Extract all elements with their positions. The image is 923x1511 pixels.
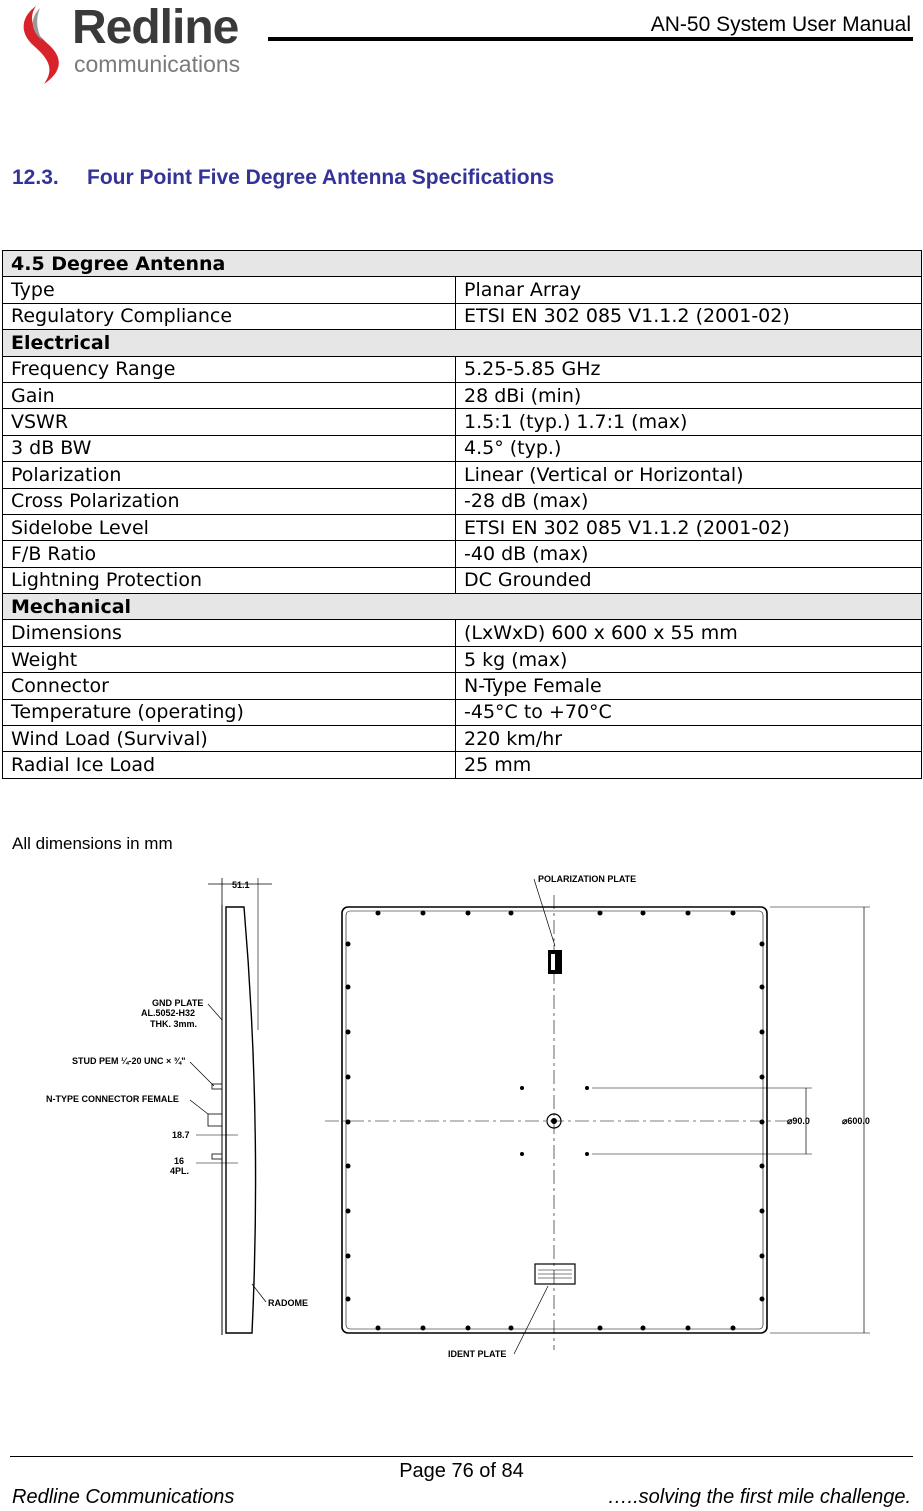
row-value: 5.25-5.85 GHz — [456, 356, 922, 382]
table-row — [3, 752, 922, 778]
row-label: Polarization — [3, 462, 456, 488]
row-label: 3 dB BW — [3, 435, 456, 461]
row-value: 220 km/hr — [456, 726, 922, 752]
table-title-row — [3, 251, 922, 277]
row-label: Frequency Range — [3, 356, 456, 382]
logo-wordmark: Redline — [72, 1, 239, 54]
row-label: Type — [3, 277, 456, 303]
row-value: (LxWxD) 600 x 600 x 55 mm — [456, 620, 922, 646]
table-row — [3, 541, 922, 567]
row-label: F/B Ratio — [3, 541, 456, 567]
dim-600: ⌀600.0 — [842, 1116, 870, 1126]
table-row — [3, 699, 922, 725]
row-value: -45°C to +70°C — [456, 699, 922, 725]
row-value: 4.5° (typ.) — [456, 435, 922, 461]
table-row — [3, 356, 922, 382]
row-label: Wind Load (Survival) — [3, 726, 456, 752]
antenna-drawing — [40, 870, 890, 1370]
dim-4pl: 4PL. — [170, 1166, 190, 1176]
group-heading: Electrical — [3, 330, 922, 356]
radome-side-view — [226, 907, 256, 1333]
row-value: Planar Array — [456, 277, 922, 303]
table-row — [3, 620, 922, 646]
row-label: Weight — [3, 646, 456, 672]
row-value: 5 kg (max) — [456, 646, 922, 672]
group-row-electrical — [3, 330, 922, 356]
table-row — [3, 514, 922, 540]
spec-table — [2, 250, 922, 779]
manual-title: AN-50 System User Manual — [650, 13, 911, 36]
row-label: Regulatory Compliance — [3, 303, 456, 329]
table-row — [3, 435, 922, 461]
row-label: Dimensions — [3, 620, 456, 646]
row-label: Sidelobe Level — [3, 514, 456, 540]
table-title: 4.5 Degree Antenna — [3, 251, 922, 277]
row-label: Cross Polarization — [3, 488, 456, 514]
table-row — [3, 673, 922, 699]
table-row — [3, 726, 922, 752]
row-value: 28 dBi (min) — [456, 382, 922, 408]
row-value: DC Grounded — [456, 567, 922, 593]
section-title: Four Point Five Degree Antenna Specifications — [87, 166, 555, 189]
table-row — [3, 462, 922, 488]
row-value: 25 mm — [456, 752, 922, 778]
table-row — [3, 277, 922, 303]
table-row — [3, 646, 922, 672]
logo-swoosh-icon — [14, 2, 74, 86]
row-label: Lightning Protection — [3, 567, 456, 593]
dim-90: ⌀90.0 — [787, 1116, 810, 1126]
footer-company: Redline Communications — [12, 1486, 235, 1508]
row-value: -28 dB (max) — [456, 488, 922, 514]
footer-rule — [10, 1456, 913, 1457]
dim-depth: 51.1 — [232, 880, 250, 890]
logo-subtext: communications — [74, 51, 241, 77]
dim-16: 16 — [174, 1156, 185, 1166]
label-radome: RADOME — [268, 1298, 308, 1308]
table-row — [3, 567, 922, 593]
row-value: 1.5:1 (typ.) 1.7:1 (max) — [456, 409, 922, 435]
redline-logo — [14, 2, 264, 86]
row-value: ETSI EN 302 085 V1.1.2 (2001-02) — [456, 303, 922, 329]
section-heading — [12, 166, 554, 190]
row-label: Radial Ice Load — [3, 752, 456, 778]
row-value: N-Type Female — [456, 673, 922, 699]
label-ident-plate: IDENT PLATE — [448, 1349, 507, 1359]
table-row — [3, 409, 922, 435]
label-gnd-plate-3: THK. 3mm. — [150, 1019, 198, 1029]
header-rule — [268, 37, 913, 41]
page-number: Page 76 of 84 — [399, 1460, 524, 1482]
row-value: Linear (Vertical or Horizontal) — [456, 462, 922, 488]
row-label: Temperature (operating) — [3, 699, 456, 725]
row-label: VSWR — [3, 409, 456, 435]
dim-18-7: 18.7 — [172, 1130, 190, 1140]
footer-tagline: …..solving the first mile challenge. — [607, 1486, 911, 1508]
label-stud: STUD PEM ¼-20 UNC × ¾" — [72, 1056, 186, 1066]
row-label: Gain — [3, 382, 456, 408]
group-heading: Mechanical — [3, 594, 922, 620]
row-label: Connector — [3, 673, 456, 699]
section-number: 12.3. — [12, 166, 59, 189]
label-polarization-plate: POLARIZATION PLATE — [538, 874, 637, 884]
label-gnd-plate-1: GND PLATE — [152, 998, 204, 1008]
label-connector: N-TYPE CONNECTOR FEMALE — [46, 1094, 179, 1104]
table-row — [3, 488, 922, 514]
row-value: -40 dB (max) — [456, 541, 922, 567]
table-row — [3, 382, 922, 408]
row-value: ETSI EN 302 085 V1.1.2 (2001-02) — [456, 514, 922, 540]
dimensions-note: All dimensions in mm — [12, 834, 173, 853]
group-row-mechanical — [3, 594, 922, 620]
label-gnd-plate-2: AL.5052-H32 — [141, 1008, 196, 1018]
table-row — [3, 303, 922, 329]
